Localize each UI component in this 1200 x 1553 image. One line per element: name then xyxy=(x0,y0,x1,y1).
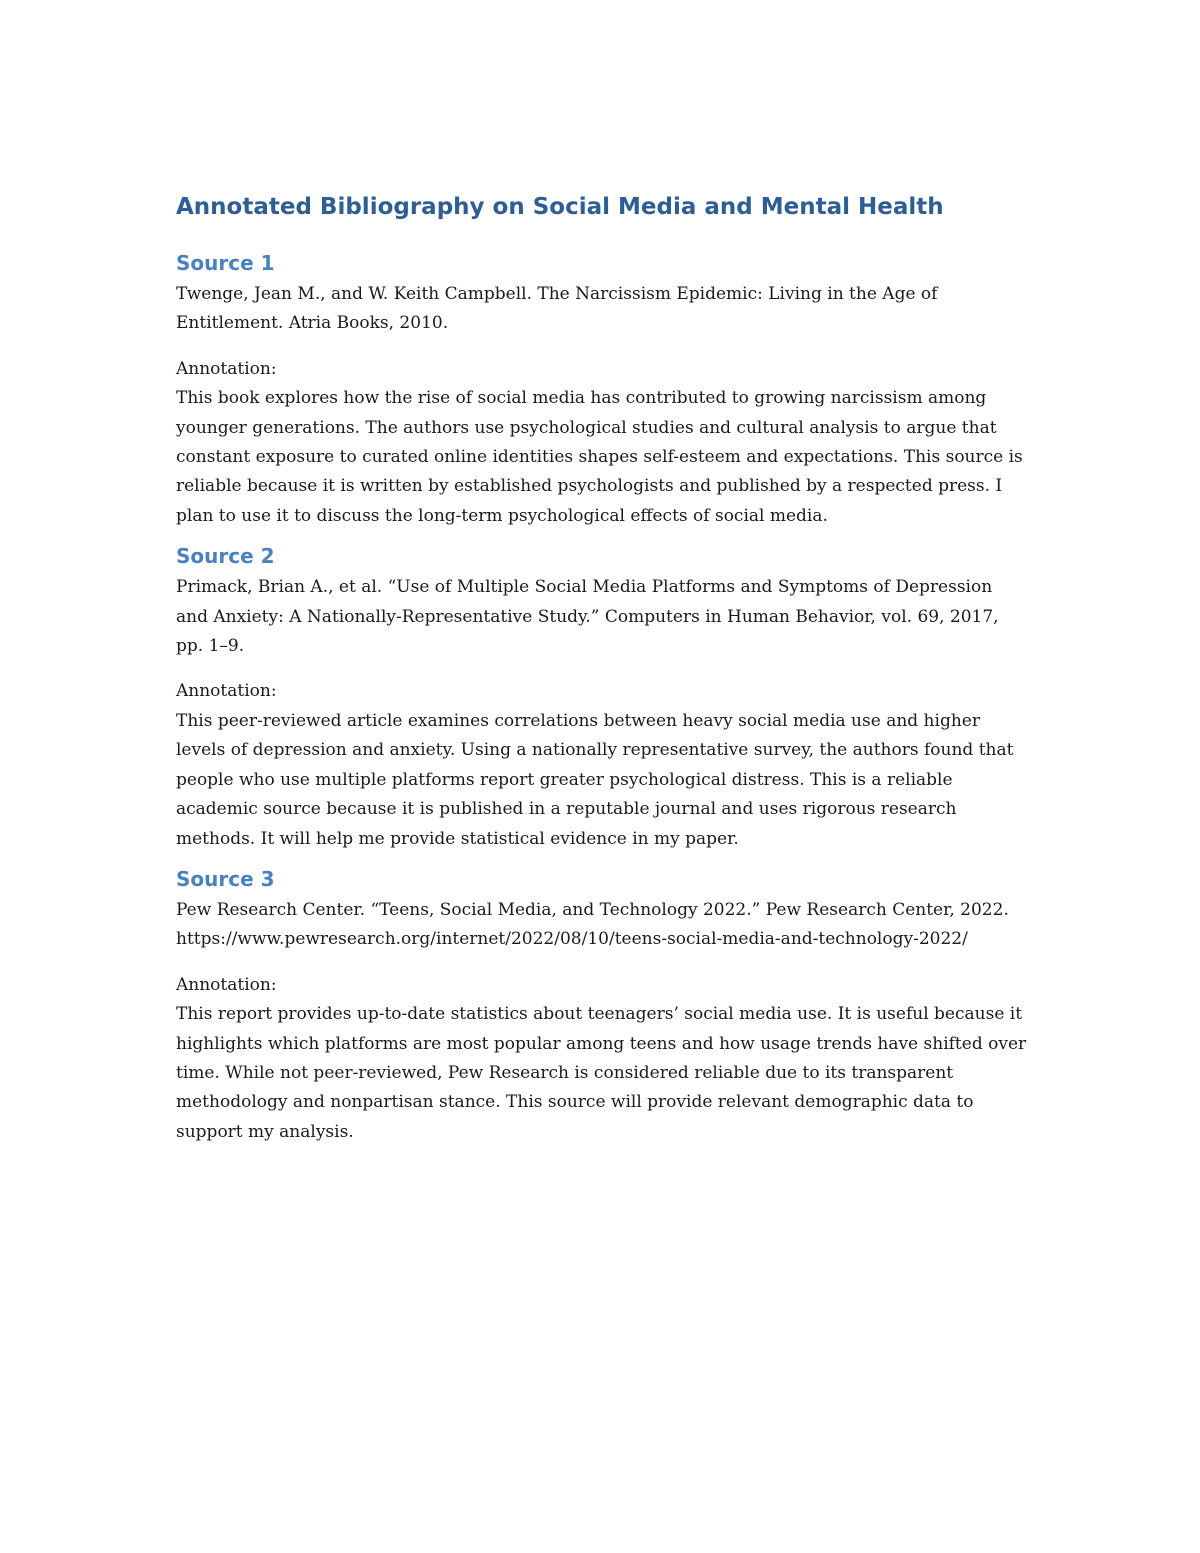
source-citation: Pew Research Center. “Teens, Social Media, and Technology 2022.” Pew Research Center, 2022. https://www.pewresearch.org/internet/2022/08/10/teens-social-media-and-technology-2022/ xyxy=(176,899,1009,950)
source-heading: Source 1 xyxy=(176,251,275,275)
page-title: Annotated Bibliography on Social Media and Mental Health xyxy=(176,194,944,220)
annotation-text: This peer-reviewed article examines correlations between heavy social media use and higher levels of depression and anxiety. Using a nationally representative survey, the authors found that people who use multiple platforms report greater psychological distress. This is a reliable academic source because it is published in a reputable journal and uses rigorous research methods. It will help me provide statistical evidence in my paper. xyxy=(176,710,1014,849)
source-heading: Source 3 xyxy=(176,866,275,891)
annotation-text: This report provides up-to-date statistics about teenagers’ social media use. It is useful because it highlights which platforms are most popular among teens and how usage trends have shifted over time. While not peer-reviewed, Pew Research is considered reliable due to its transparent methodology and nonpartisan stance. This source will provide relevant demographic data to support my analysis. xyxy=(176,1004,1027,1142)
source-citation: Twenge, Jean M., and W. Keith Campbell. The Narcissism Epidemic: Living in the Age of Entitlement. Atria Books, 2010. xyxy=(176,284,938,334)
annotation-label: Annotation: xyxy=(176,358,277,379)
document-body xyxy=(176,192,1028,1147)
annotation-label: Annotation: xyxy=(176,681,277,702)
source-citation: Primack, Brian A., et al. “Use of Multiple Social Media Platforms and Symptoms of Depression and Anxiety: A Nationally-Representative Study.” Computers in Human Behavior, vol. 69, 2017, pp. 1–9. xyxy=(176,577,999,657)
source-entry-3 xyxy=(176,866,1028,1147)
source-entry-1 xyxy=(176,250,1028,531)
source-entry-2 xyxy=(176,543,1028,854)
source-heading: Source 2 xyxy=(176,544,275,569)
annotation-label: Annotation: xyxy=(176,974,277,995)
annotation-text: This book explores how the rise of social media has contributed to growing narcissism among younger generations. The authors use psychological studies and cultural analysis to argue that constant exposure to curated online identities shapes self-esteem and expectations. This source is reliable because it is written by established psychologists and published by a respected press. I plan to use it to discuss the long-term psychological effects of social media. xyxy=(176,388,1023,526)
